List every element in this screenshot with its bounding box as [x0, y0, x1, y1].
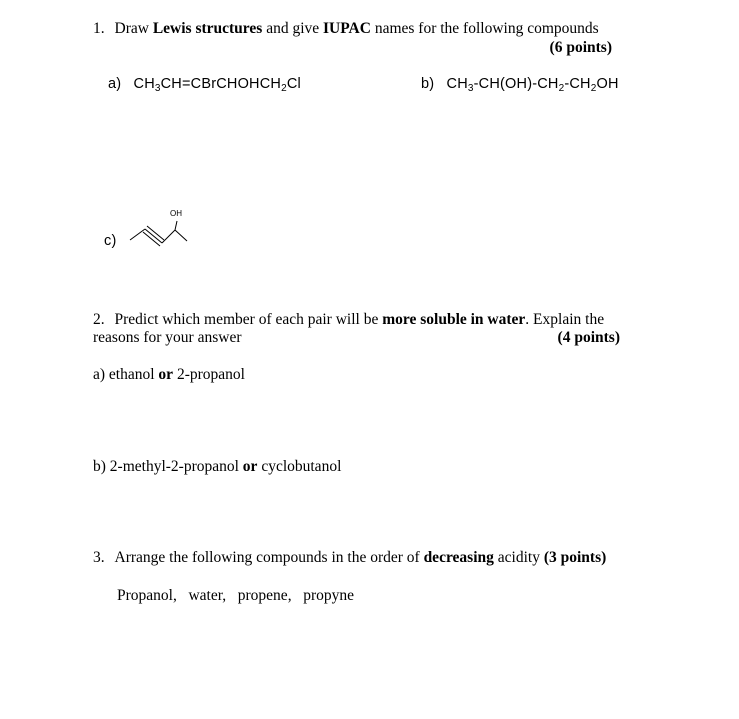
q1b-f3: 2 — [558, 83, 565, 94]
bond-oh — [175, 221, 177, 230]
bond-3 — [175, 230, 187, 241]
q2-points-text: (4 points) — [557, 329, 620, 346]
q2a-or: or — [158, 366, 174, 383]
q1b-f2: -CH(OH)-CH — [473, 76, 559, 92]
q1c-label: c) — [104, 233, 117, 249]
q1a-f2: CH=CBrCHOHCH — [160, 76, 282, 92]
q2-heading — [93, 311, 604, 329]
q1b-f5: 2 — [590, 83, 597, 94]
bond-1 — [130, 229, 145, 240]
q3-heading — [93, 549, 606, 567]
q1a-f3: 2 — [281, 83, 287, 94]
q1a-f1: 3 — [154, 83, 161, 94]
q1-bold-iupac: IUPAC — [323, 20, 371, 37]
q1c-oh-label: OH — [170, 209, 182, 218]
q1b-f6: OH — [596, 76, 619, 92]
q1b-f1: 3 — [467, 83, 474, 94]
q1a-f0: CH — [133, 76, 155, 92]
q2-bold: more soluble in water — [382, 311, 526, 328]
q2b-item — [93, 458, 341, 476]
q1b-f0: CH — [446, 76, 468, 92]
q3-text-pre: Arrange the following compounds in the order of — [114, 549, 424, 566]
q1b-label: b) — [421, 76, 435, 92]
q3-text-mid: acidity — [493, 549, 544, 566]
q1-number: 1. — [93, 20, 105, 37]
q2-number: 2. — [93, 311, 105, 328]
q2-line2: reasons for your answer — [93, 329, 242, 346]
q1b-f4: -CH — [564, 76, 591, 92]
q1-text-post: names for the following compounds — [370, 20, 599, 37]
q2a-item — [93, 366, 245, 384]
q2a-post: 2-propanol — [173, 366, 245, 383]
q2b-or: or — [242, 458, 258, 475]
q1a-label: a) — [108, 76, 122, 92]
q1-text-mid: and give — [262, 20, 324, 37]
q1-text-pre: Draw — [114, 20, 153, 37]
q1-bold-lewis: Lewis structures — [152, 20, 263, 37]
q3-points: (3 points) — [543, 549, 607, 566]
q3-compounds: Propanol, water, propene, propyne — [117, 587, 354, 604]
q2-text-pre: Predict which member of each pair will be — [114, 311, 383, 328]
q2-points — [558, 329, 620, 347]
q1a-f4: Cl — [286, 76, 301, 92]
q2b-post: cyclobutanol — [257, 458, 342, 475]
q2-text-post: . Explain the — [525, 311, 605, 328]
bond-2 — [162, 230, 175, 243]
q2b-pre: b) 2-methyl-2-propanol — [93, 458, 243, 475]
q3-bold: decreasing — [423, 549, 494, 566]
q3-number: 3. — [93, 549, 105, 566]
q2a-pre: a) ethanol — [93, 366, 159, 383]
q1-points-text: (6 points) — [549, 39, 612, 56]
